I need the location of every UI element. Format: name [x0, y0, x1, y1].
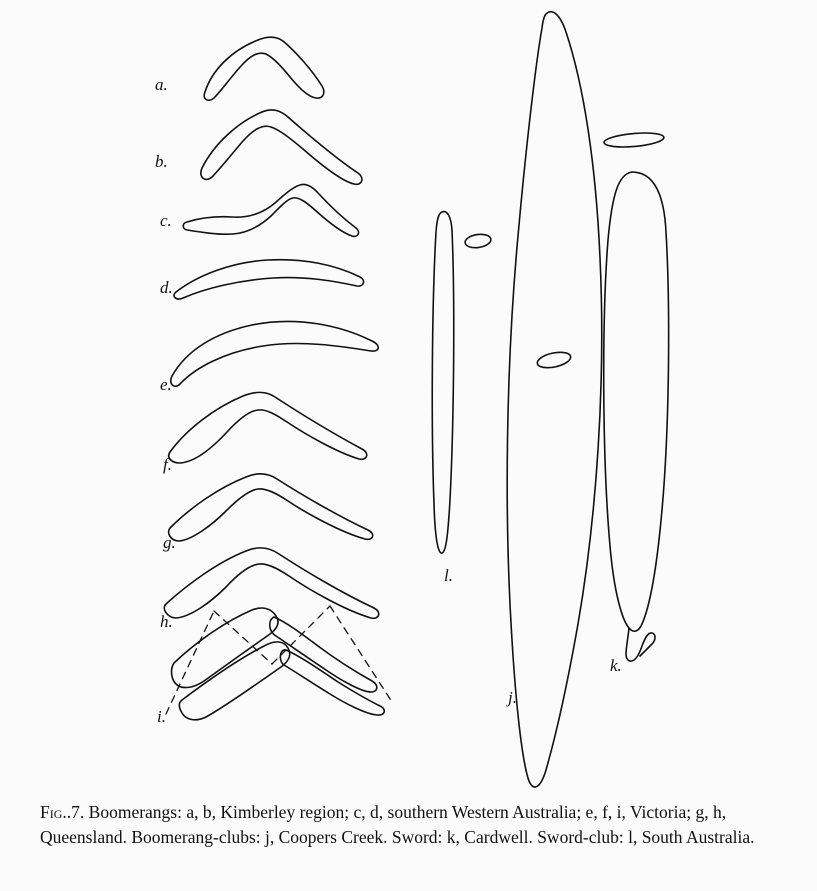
label-l: l. [444, 566, 453, 585]
label-e: e. [160, 375, 172, 394]
figure-number: Fig..7. [40, 802, 85, 822]
label-h: h. [160, 612, 173, 631]
figure-caption-text: Boomerangs: a, b, Kimberley region; c, d, southern Western Australia; e, f, i, Victoria; g, h, Queensland. Boomerang-clubs: j, Coopers Creek. Sword: k, Cardwell. Sword-club: l, South Australia. [40, 802, 755, 847]
label-k: k. [610, 656, 622, 675]
figure-caption [40, 800, 785, 850]
label-i: i. [157, 707, 166, 726]
label-a: a. [155, 75, 168, 94]
label-f: f. [163, 455, 172, 474]
label-g: g. [163, 533, 176, 552]
label-d: d. [160, 278, 173, 297]
label-c: c. [160, 211, 172, 230]
label-j: j. [508, 688, 517, 707]
label-b: b. [155, 152, 168, 171]
